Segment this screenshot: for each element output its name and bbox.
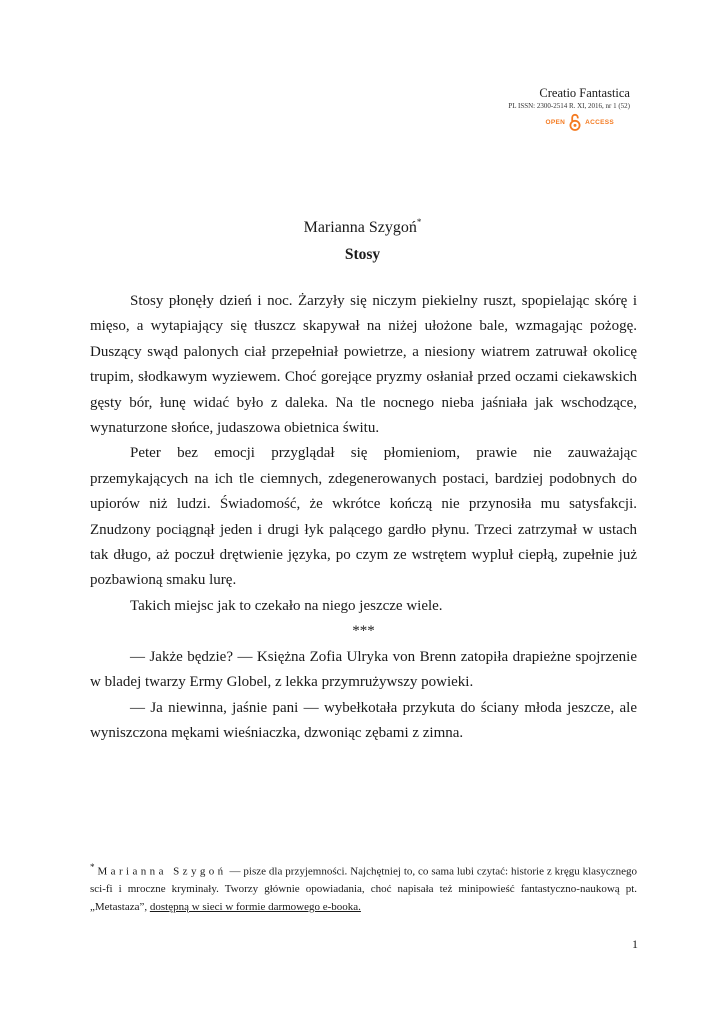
paragraph: Peter bez emocji przyglądał się płomieniom, prawie nie zauważając przemykających na ich tle ciemnych, zdegenerowanych postaci, bardziej podobnych do upiorów niż ludzi. Świadomość, że wkrótce kończą nie przynosiła mu satysfakcji. Znudzony pociągnął jeden i drugi łyk palącego gardło płynu. Trzeci zatrzymał w ustach tak długo, aż poczuł drętwienie języka, po czym ze wstrętem wypluł ciepłą, zupełnie już pozbawioną smaku lurę. bbox=[90, 445, 637, 589]
open-access-left-text: OPEN bbox=[545, 118, 566, 126]
journal-name: Creatio Fantastica bbox=[539, 86, 630, 100]
page-number: 1 bbox=[632, 937, 638, 951]
open-lock-icon bbox=[569, 113, 581, 131]
section-separator: *** bbox=[352, 623, 375, 640]
footnote-author-name: Marianna Szygoń bbox=[97, 865, 227, 878]
ebook-link[interactable]: dostępną w sieci w formie darmowego e-booka. bbox=[149, 900, 361, 913]
author-footnote-mark[interactable]: * bbox=[416, 217, 422, 227]
open-access-right-text: ACCESS bbox=[585, 118, 614, 126]
paragraph: Stosy płonęły dzień i noc. Żarzyły się niczym piekielny ruszt, spopielając skórę i mięso, a wytapiający się tłuszcz skapywał na niżej ułożone bale, wzmagając pożogę. Duszący swąd palonych ciał przepełniał powietrze, a niesiony wiatrem zatruwał okolicę trupim, słodkawym wyziewem. Choć gorejące pryzmy osłaniał przed oczami ciekawskich gęsty bór, łunę widać było z daleka. Na tle nocnego nieba jaśniała jak wschodzące, wynaturzone słońce, judaszowa obietnica świtu. bbox=[90, 293, 637, 437]
footnote-mark: * bbox=[90, 862, 95, 872]
author-name-text: Marianna Szygoń bbox=[303, 219, 417, 236]
journal-issn: PL ISSN: 2300-2514 R. XI, 2016, nr 1 (52) bbox=[508, 102, 630, 110]
footnote-text: — pisze dla przyjemności. Najchętniej to, co sama lubi czytać: historie z kręgu klasycznego sci-fi i mroczne kryminały. Tworzy głównie opowiadania, choć napisała też minipowieść fantastyczno-naukową pt. „Metastaza”, bbox=[90, 865, 637, 913]
dialogue-paragraph: — Jakże będzie? — Księżna Zofia Ulryka von Brenn zatopiła drapieżne spojrzenie w bladej twarzy Ermy Globel, z lekka przymrużywszy powieki. bbox=[90, 648, 637, 691]
author-name bbox=[0, 217, 725, 237]
story-body bbox=[90, 289, 637, 746]
open-access-logo bbox=[508, 113, 614, 131]
paragraph: Takich miejsc jak to czekało na niego jeszcze wiele. bbox=[130, 597, 443, 614]
story-title: Stosy bbox=[344, 246, 381, 263]
dialogue-paragraph: — Ja niewinna, jaśnie pani — wybełkotała przykuta do ściany młoda jeszcze, ale wyniszczona mękami wieśniaczka, dzwoniąc zębami z zimna. bbox=[90, 699, 637, 741]
journal-header bbox=[508, 86, 630, 131]
author-footnote bbox=[90, 859, 637, 916]
